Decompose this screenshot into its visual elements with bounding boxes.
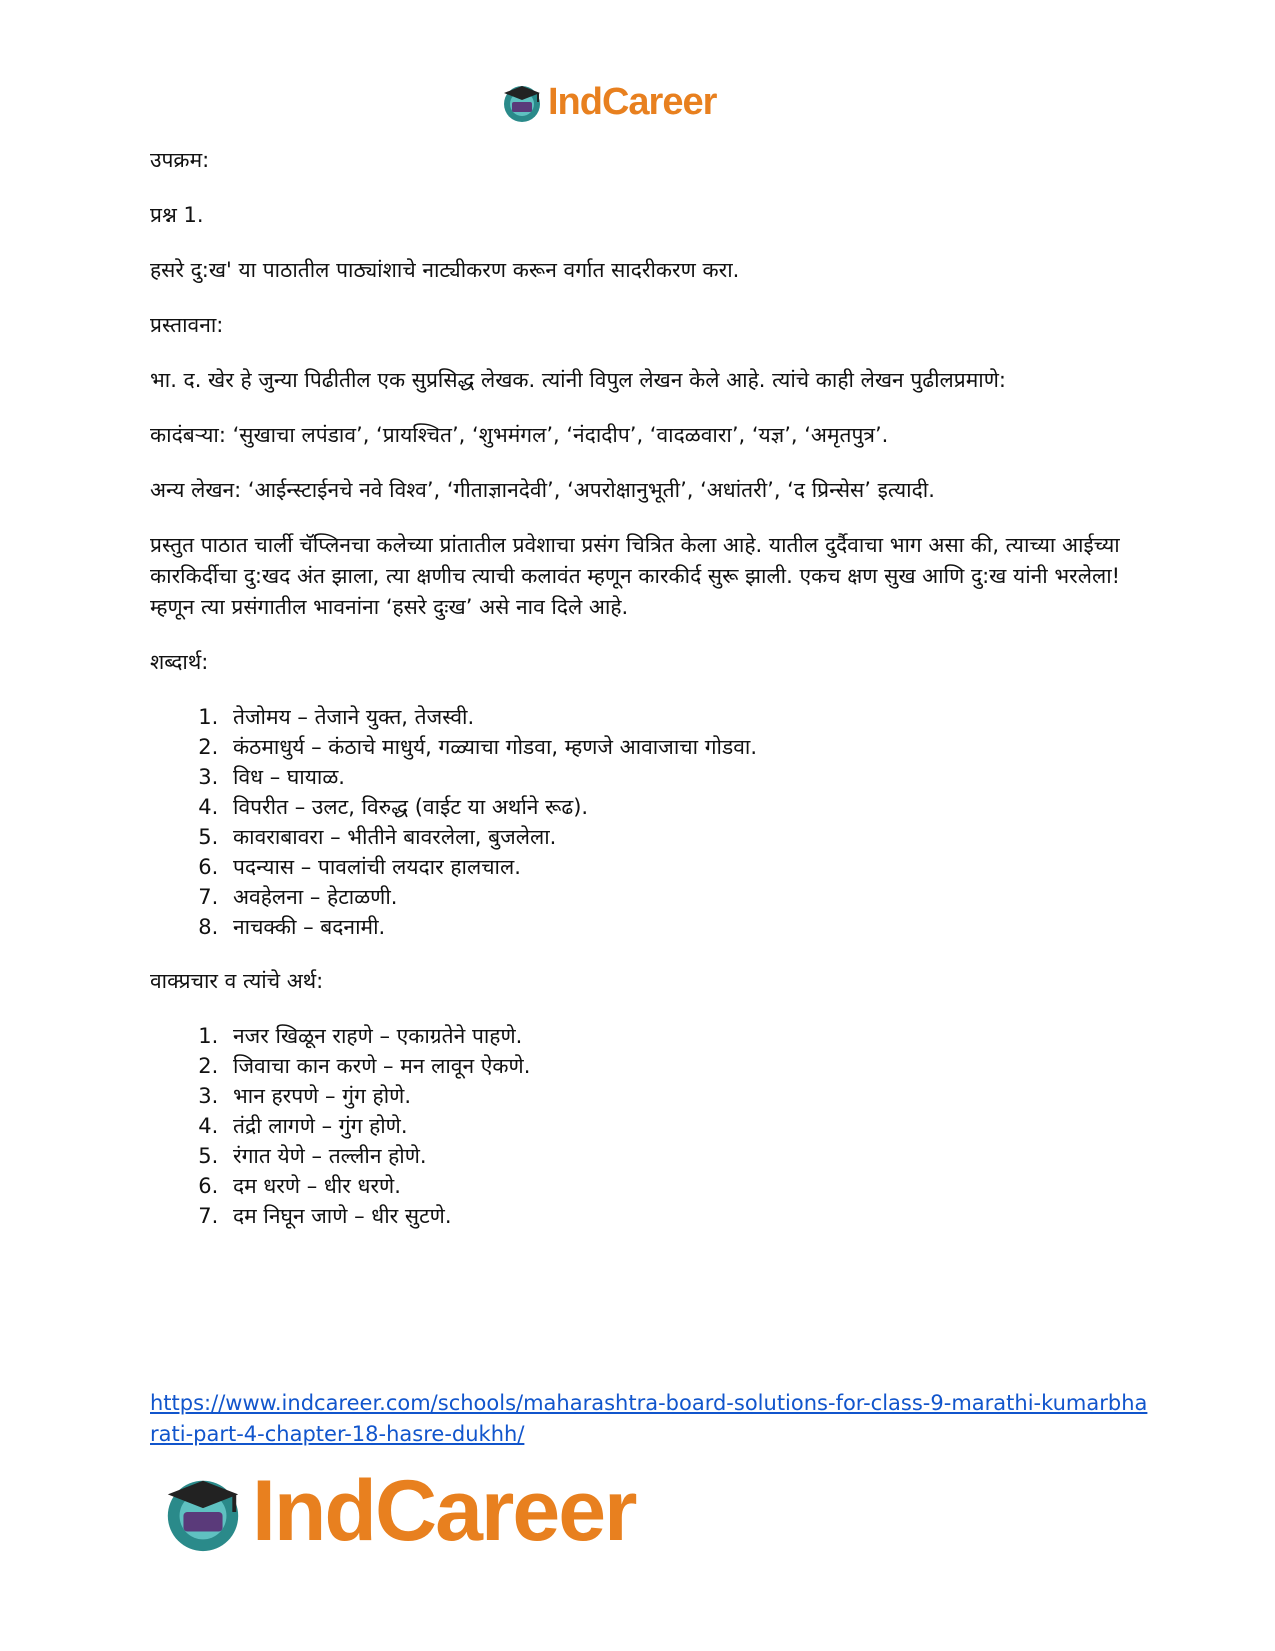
source-link[interactable]: https://www.indcareer.com/schools/maharashtra-board-solutions-for-class-9-marathi-kumarbharati-part-4-chapter-18-hasre-dukhh/	[150, 1391, 1148, 1446]
header-logo	[500, 80, 716, 124]
list-item: 6. दम धरणे – धीर धरणे.	[225, 1171, 1130, 1201]
shabdarth-heading: शब्दार्थ:	[150, 650, 209, 674]
novels-paragraph: कादंबऱ्या: ‘सुखाचा लपंडाव’, ‘प्रायश्चित’, ‘शुभमंगल’, ‘नंदादीप’, ‘वादळवारा’, ‘यज्ञ’, ‘अमृतपुत्र’.	[150, 423, 889, 447]
document-body	[150, 145, 1130, 1255]
brand-name: IndCareer	[252, 1463, 636, 1559]
list-item: 3. विध – घायाळ.	[225, 762, 1130, 792]
prastavana-heading: प्रस्तावना:	[150, 313, 224, 337]
intro-paragraph: भा. द. खेर हे जुन्या पिढीतील एक सुप्रसिद्ध लेखक. त्यांनी विपुल लेखन केले आहे. त्यांचे काही लेखन पुढीलप्रमाणे:	[150, 368, 1007, 392]
source-link-block	[150, 1388, 1150, 1450]
list-item: 8. नाचक्की – बदनामी.	[225, 912, 1130, 942]
story-paragraph: प्रस्तुत पाठात चार्ली चॅप्लिनचा कलेच्या प्रांतातील प्रवेशाचा प्रसंग चित्रित केला आहे. यातील दुर्दैवाचा भाग असा की, त्याच्या आईच्या कारकिर्दीचा दु:खद अंत झाला, त्या क्षणीच त्याची कलावंत म्हणून कारकीर्द सुरू झाली. एकच क्षण सुख आणि दु:ख यांनी भरलेला! म्हणून त्या प्रसंगातील भावनांना ‘हसरे दुःख’ असे नाव दिले आहे.	[150, 533, 1121, 619]
list-item: 6. पदन्यास – पावलांची लयदार हालचाल.	[225, 852, 1130, 882]
list-item: 2. जिवाचा कान करणे – मन लावून ऐकणे.	[225, 1051, 1130, 1081]
brand-name: IndCareer	[548, 80, 717, 123]
question-text: हसरे दु:ख' या पाठातील पाठ्यांशाचे नाट्यीकरण करून वर्गात सादरीकरण करा.	[150, 258, 740, 282]
graduation-globe-icon	[160, 1469, 246, 1555]
list-item: 2. कंठमाधुर्य – कंठाचे माधुर्य, गळ्याचा गोडवा, म्हणजे आवाजाचा गोडवा.	[225, 732, 1130, 762]
list-item: 1. नजर खिळून राहणे – एकाग्रतेने पाहणे.	[225, 1021, 1130, 1051]
shabdarth-list	[150, 702, 1130, 942]
vakprachar-list	[150, 1021, 1130, 1231]
graduation-globe-icon	[500, 80, 544, 124]
list-item: 1. तेजोमय – तेजाने युक्त, तेजस्वी.	[225, 702, 1130, 732]
upakram-heading: उपक्रम:	[150, 148, 210, 172]
footer-logo	[160, 1462, 636, 1561]
list-item: 4. तंद्री लागणे – गुंग होणे.	[225, 1111, 1130, 1141]
other-works-paragraph: अन्य लेखन: ‘आईन्स्टाईनचे नवे विश्व’, ‘गीताज्ञानदेवी’, ‘अपरोक्षानुभूती’, ‘अधांतरी’, ‘द प्रिन्सेस’ इत्यादी.	[150, 478, 935, 502]
question-label: प्रश्न 1.	[150, 203, 204, 227]
list-item: 5. कावराबावरा – भीतीने बावरलेला, बुजलेला.	[225, 822, 1130, 852]
list-item: 3. भान हरपणे – गुंग होणे.	[225, 1081, 1130, 1111]
list-item: 4. विपरीत – उलट, विरुद्ध (वाईट या अर्थाने रूढ).	[225, 792, 1130, 822]
list-item: 7. अवहेलना – हेटाळणी.	[225, 882, 1130, 912]
vakprachar-heading: वाक्प्रचार व त्यांचे अर्थ:	[150, 969, 324, 993]
list-item: 7. दम निघून जाणे – धीर सुटणे.	[225, 1201, 1130, 1231]
list-item: 5. रंगात येणे – तल्लीन होणे.	[225, 1141, 1130, 1171]
